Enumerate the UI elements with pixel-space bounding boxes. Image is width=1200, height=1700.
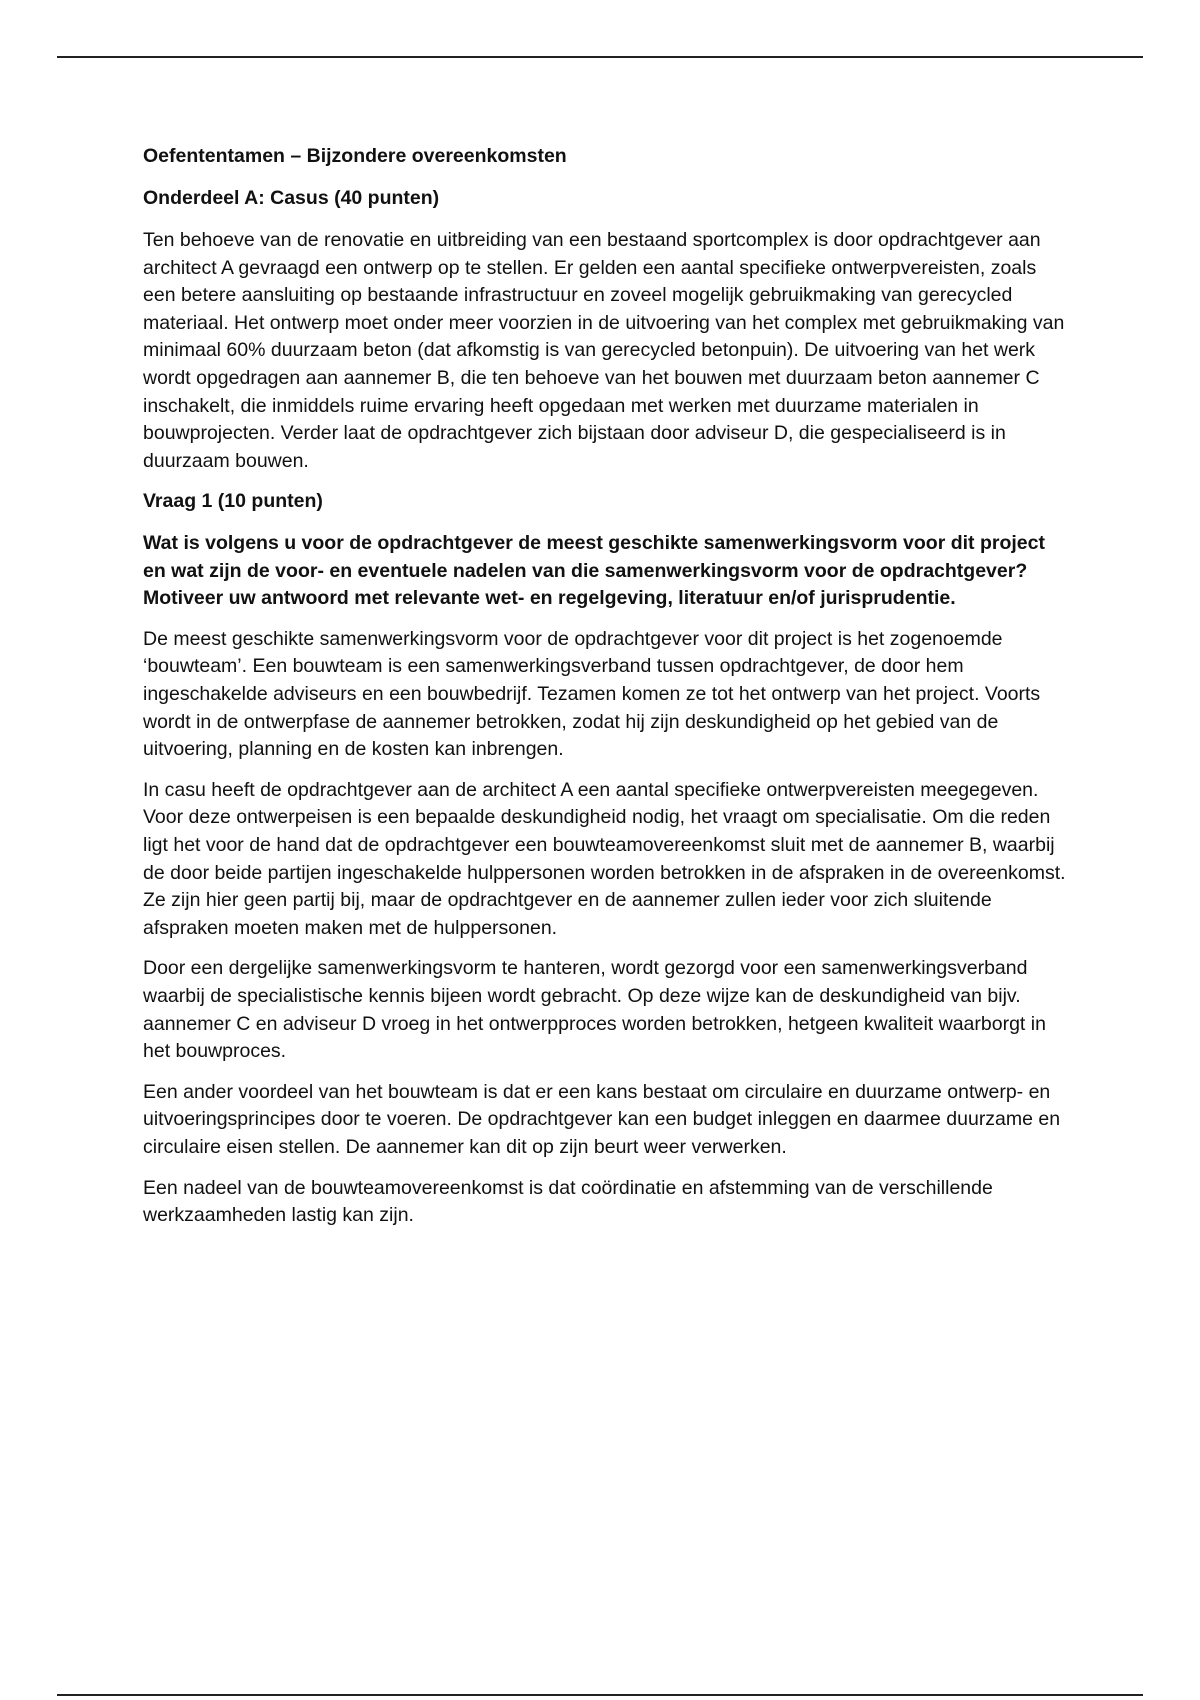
top-divider <box>57 56 1143 58</box>
section-heading: Onderdeel A: Casus (40 punten) <box>143 187 440 209</box>
answer-paragraph-2: In casu heeft de opdrachtgever aan de architect A een aantal specifieke ontwerpvereisten meegegeven. Voor deze ontwerpeisen is een bepaalde deskundigheid nodig, het vraagt om specialisatie. Om die reden ligt het voor de hand dat de opdrachtgever een bouwteamovereenkomst sluit met de aannemer B, waarbij de door beide partijen ingeschakelde hulppersonen worden betrokken in de afspraken in de overeenkomst. Ze zijn hier geen partij bij, maar de opdrachtgever en de aannemer zullen ieder voor zich sluitende afspraken moeten maken met de hulppersonen. <box>143 778 1066 939</box>
document-body <box>143 143 1073 1243</box>
answer-paragraph-4: Een ander voordeel van het bouwteam is dat er een kans bestaat om circulaire en duurzame ontwerp- en uitvoeringsprincipes door te voeren. De opdrachtgever kan een budget inleggen en daarmee duurzame en circulaire eisen stellen. De aannemer kan dit op zijn beurt weer verwerken. <box>143 1080 1061 1158</box>
case-paragraph: Ten behoeve van de renovatie en uitbreiding van een bestaand sportcomplex is door opdrachtgever aan architect A gevraagd een ontwerp op te stellen. Er gelden een aantal specifieke ontwerpvereisten, zoals een betere aansluiting op bestaande infrastructuur en zoveel mogelijk gebruikmaking van gerecycled materiaal. Het ontwerp moet onder meer voorzien in de uitvoering van het complex met gebruikmaking van minimaal 60% duurzaam beton (dat afkomstig is van gerecycled betonpuin). De uitvoering van het werk wordt opgedragen aan aannemer B, die ten behoeve van het bouwen met duurzaam beton aannemer C inschakelt, die inmiddels ruime ervaring heeft opgedaan met werken met duurzame materialen in bouwprojecten. Verder laat de opdrachtgever zich bijstaan door adviseur D, die gespecialiseerd is in duurzaam bouwen. <box>143 229 1065 472</box>
question-text: Wat is volgens u voor de opdrachtgever de meest geschikte samenwerkingsvorm voor dit project en wat zijn de voor- en eventuele nadelen van die samenwerkingsvorm voor de opdrachtgever? Motiveer uw antwoord met relevante wet- en regelgeving, literatuur en/of jurisprudentie. <box>143 532 1045 610</box>
answer-paragraph-5: Een nadeel van de bouwteamovereenkomst is dat coördinatie en afstemming van de verschillende werkzaamheden lastig kan zijn. <box>143 1176 993 1227</box>
question-heading: Vraag 1 (10 punten) <box>143 490 323 513</box>
answer-paragraph-1: De meest geschikte samenwerkingsvorm voor de opdrachtgever voor dit project is het zogenoemde ‘bouwteam’. Een bouwteam is een samenwerkingsverband tussen opdrachtgever, de door hem ingeschakelde adviseurs en een bouwbedrijf. Tezamen komen ze tot het ontwerp van het project. Voorts wordt in de ontwerpfase de aannemer betrokken, zodat hij zijn deskundigheid op het gebied van de uitvoering, planning en de kosten kan inbrengen. <box>143 627 1041 761</box>
document-title: Oefententamen – Bijzondere overeenkomsten <box>143 145 567 167</box>
answer-paragraph-3: Door een dergelijke samenwerkingsvorm te hanteren, wordt gezorgd voor een samenwerkingsverband waarbij de specialistische kennis bijeen wordt gebracht. Op deze wijze kan de deskundigheid van bijv. aannemer C en adviseur D vroeg in het ontwerpproces worden betrokken, hetgeen kwaliteit waarborgt in het bouwproces. <box>143 957 1046 1063</box>
bottom-divider <box>57 1694 1143 1696</box>
